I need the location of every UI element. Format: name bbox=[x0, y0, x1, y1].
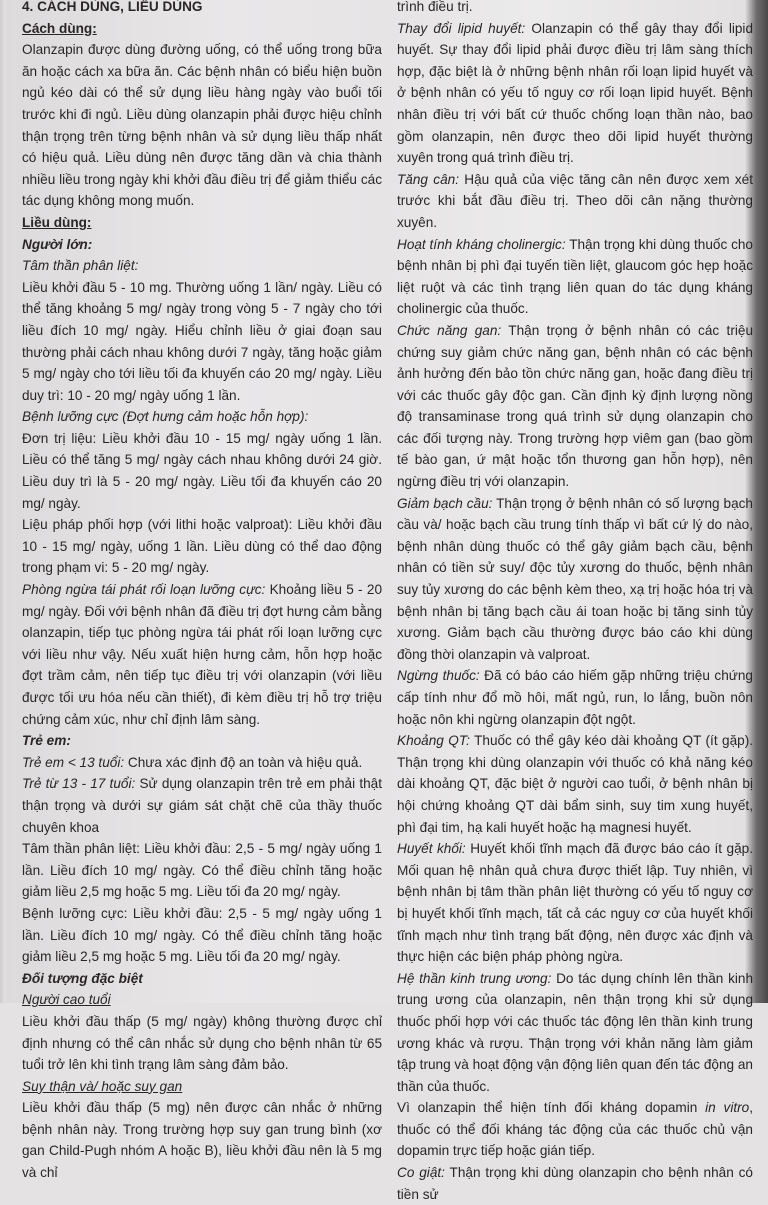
text-run: Suy thận và/ hoặc suy gan bbox=[22, 1078, 183, 1094]
right-column bbox=[397, 0, 753, 1205]
section-heading bbox=[22, 968, 382, 990]
page-fold bbox=[0, 0, 6, 1003]
paragraph bbox=[22, 1011, 382, 1076]
paragraph bbox=[397, 169, 753, 234]
italic-lead: Khoảng QT: bbox=[397, 733, 470, 749]
text-run: Hậu quả của việc tăng cân nên được xem xét trước khi bắt đầu điều trị. Theo dõi cân nặng thường xuyên. bbox=[397, 171, 753, 230]
paragraph bbox=[397, 968, 753, 1098]
text-run: Chưa xác định độ an toàn và hiệu quả. bbox=[124, 754, 363, 770]
paragraph bbox=[397, 1162, 753, 1205]
italic-lead: Trẻ từ 13 - 17 tuổi: bbox=[22, 776, 136, 792]
text-run: Liệu pháp phối hợp (với lithi hoặc valproat): Liều khởi đầu 10 - 15 mg/ ngày, uống 1 lần. Liều dùng có thể dao động trong phạm vi: 5 - 20 mg/ ngày. bbox=[22, 517, 382, 576]
paragraph bbox=[22, 277, 382, 407]
text-run: Do tác dụng chính lên thần kinh trung ương của olanzapin, nên thận trọng khi sử dụng thuốc phối hợp với các thuốc tác động lên thần kinh trung ương khác và rượu. Thận trọng với khản năng làm giảm tập trung và hoạt động vận động liên quan đến tác động an thần của thuốc. bbox=[397, 970, 754, 1094]
italic-lead: Trẻ em < 13 tuổi: bbox=[22, 754, 125, 770]
italic-lead: Ngừng thuốc: bbox=[397, 668, 480, 684]
text-run: Cách dùng: bbox=[22, 20, 97, 36]
section-heading bbox=[22, 18, 382, 40]
text-run: Người lớn: bbox=[22, 236, 93, 252]
paragraph bbox=[22, 773, 382, 838]
text-run: Olanzapin được dùng đường uống, có thể uống trong bữa ăn hoặc cách xa bữa ăn. Các bệnh nhân có biểu hiện buồn ngủ kéo dài có thể sử dụng liều hàng ngày vào buổi tối trước khi đi ngủ. Liều dùng olanzapin phải được hiệu chỉnh thận trọng trên từng bệnh nhân và sử dụng liều thấp nhất có hiệu quả. Liều dùng nên được tăng dần và chia thành nhiều liều trong ngày khi khởi đầu điều trị để giảm thiểu các tác dụng không mong muốn. bbox=[22, 42, 382, 209]
text-run: Thận trọng khi dùng olanzapin cho bệnh nhân có tiền sử bbox=[397, 1165, 753, 1202]
section-heading bbox=[22, 989, 382, 1011]
text-run: Liều dùng: bbox=[22, 214, 92, 230]
text-run: Bệnh lưỡng cực: Liều khởi đầu: 2,5 - 5 mg/ ngày uống 1 lần. Liều đích 10 mg/ ngày. Có thể điều chỉnh tăng hoặc giảm liều 2,5 mg hoặc 5 mg. Liều tối đa 20 mg/ ngày. bbox=[22, 905, 382, 965]
text-run: Đơn trị liệu: Liều khởi đầu 10 - 15 mg/ ngày uống 1 lần. Liều có thể tăng 5 mg/ ngày cách nhau không dưới 24 giờ. Liều duy trì là 5 - 20 mg/ ngày. Liều tối đa khuyến cáo 20 mg/ ngày. bbox=[22, 430, 382, 511]
section-heading bbox=[22, 0, 382, 18]
italic-lead: Giảm bạch cầu: bbox=[397, 495, 493, 511]
paragraph bbox=[22, 1097, 382, 1183]
text-run: Tâm thần phân liệt: Liều khởi đầu: 2,5 - 5 mg/ ngày uống 1 lần. Liều đích 10 mg/ ngày. Có thể điều chỉnh tăng hoặc giảm liều 2,5 mg hoặc 5 mg. Liều tối đa 20 mg/ ngày. bbox=[22, 841, 382, 900]
section-heading bbox=[22, 255, 382, 277]
text-run: Liều khởi đầu thấp (5 mg) nên được cân nhắc ở những bệnh nhân này. Trong trường hợp suy gan trung bình (xơ gan Child-Pugh nhóm A hoặc B), liều khởi đầu nên là 5 mg và chỉ bbox=[22, 1100, 382, 1181]
left-column bbox=[22, 0, 382, 1184]
paragraph bbox=[22, 579, 382, 730]
paragraph bbox=[397, 1097, 753, 1162]
paragraph bbox=[397, 838, 753, 968]
paragraph bbox=[397, 493, 753, 666]
section-heading bbox=[22, 234, 382, 256]
italic-lead: Hoạt tính kháng cholinergic: bbox=[397, 236, 566, 252]
text-run: trình điều trị. bbox=[397, 0, 473, 14]
text-run: Thuốc có thể gây kéo dài khoảng QT (ít gặp). Thận trọng khi dùng olanzapin với thuốc có khả năng kéo dài khoảng QT, đặc biệt ở người cao tuổi, ở bệnh nhân bị hội chứng khoảng QT dài bẩm sinh, suy tim xung huyết, phì đại tim, hạ kali huyết hoặc hạ magnesi huyết. bbox=[397, 733, 753, 835]
paragraph bbox=[397, 320, 753, 493]
italic-lead: Phòng ngừa tái phát rối loạn lưỡng cực: bbox=[22, 582, 266, 598]
text-run: Thận trọng ở bệnh nhân có các triệu chứng suy giảm chức năng gan, bệnh nhân có các bệnh ảnh hưởng đến bảo tồn chức năng gan, hoặc đang điều trị với các thuốc gây độc gan. Cần định kỳ định lượng nồng độ transaminase trong quá trình sử dụng olanzapin cho các đối tượng này. Trong trường hợp viêm gan (bao gồm tế bào gan, ứ mật hoặc tổn thương gan hỗn hợp), nên ngừng điều trị với olanzapin. bbox=[397, 322, 754, 490]
paragraph bbox=[22, 428, 382, 514]
paragraph bbox=[397, 18, 753, 169]
text-run: Đối tượng đặc biệt bbox=[22, 970, 143, 986]
paragraph bbox=[22, 514, 382, 579]
italic-lead: Chức năng gan: bbox=[397, 322, 502, 338]
text-run: Người cao tuổi bbox=[22, 992, 111, 1008]
text-run: Vì olanzapin thể hiện tính đối kháng dopamin bbox=[397, 1100, 706, 1116]
section-heading bbox=[22, 730, 382, 752]
italic-lead: Tăng cân: bbox=[397, 171, 459, 187]
paragraph bbox=[397, 665, 753, 730]
italic-lead: Co giật: bbox=[397, 1165, 445, 1181]
paragraph bbox=[22, 903, 382, 968]
text-run: Liều khởi đầu 5 - 10 mg. Thường uống 1 lần/ ngày. Liều có thể tăng khoảng 5 mg/ ngày trong vòng 5 - 7 ngày cho tới liều đích 10 mg/ ngày. Hiểu chỉnh liều ở giai đoạn sau thường phải cách nhau không dưới 7 ngày, tăng hoặc giảm 5 mg/ ngày cho tới liều tối đa khuyến cáo 20 mg/ ngày. Liều duy trì: 10 - 20 mg/ ngày uống 1 lần. bbox=[22, 279, 382, 403]
text-run: Thận trọng ở bệnh nhân có số lượng bạch cầu và/ hoặc bạch cầu trung tính thấp vì bất cứ lý do nào, bệnh nhân dùng thuốc có thể gây giảm bạch cầu, bệnh nhân có tiền sử suy/ độc tủy xương do thuốc, bệnh nhân suy tủy xương do các bệnh kèm theo, xạ trị hoặc hóa trị và bệnh nhân bị tăng bạch cầu ái toan hoặc bị tăng sinh tủy xương. Giảm bạch cầu thường được báo cáo khi dùng đồng thời olanzapin và valproat. bbox=[397, 495, 753, 662]
paragraph bbox=[22, 752, 382, 774]
text-run: , thuốc có thể đối kháng tác động của các thuốc chủ vận dopamin trực tiếp hoặc gián tiếp. bbox=[397, 1100, 753, 1159]
section-heading bbox=[22, 212, 382, 234]
paragraph bbox=[397, 730, 753, 838]
text-run: Đã có báo cáo hiếm gặp những triệu chứng cấp tính như đổ mồ hôi, mất ngủ, run, lo lắng, buồn nôn hoặc nôn khi ngừng olanzapin đột ngột. bbox=[397, 668, 753, 727]
text-run: Olanzapin có thể gây thay đổi lipid huyết. Sự thay đổi lipid phải được điều trị lâm sàng thích hợp, đặc biệt là ở những bệnh nhân rối loạn lipid huyết và ở bệnh nhân có yếu tố nguy cơ rối loạn lipid huyết. Bệnh nhân điều trị với bất cứ thuốc chống loạn thần nào, bao gồm olanzapin, nên được theo dõi lipid huyết thường xuyên trong quá trình điều trị. bbox=[397, 20, 753, 166]
italic-lead: Huyết khối: bbox=[397, 841, 466, 857]
text-run: Liều khởi đầu thấp (5 mg/ ngày) không thường được chỉ định nhưng có thể cân nhắc sử dụng cho bệnh nhân từ 65 tuổi trở lên khi tình trạng lâm sàng đảm bảo. bbox=[22, 1013, 382, 1073]
paragraph bbox=[397, 234, 753, 320]
text-run: Thận trọng khi dùng thuốc cho bệnh nhân bị phì đại tuyến tiền liệt, glaucom góc hẹp hoặc liệt ruột và các tình trạng liên quan do tác dụng kháng cholinergic của thuốc. bbox=[397, 236, 753, 317]
italic-lead: Thay đổi lipid huyết: bbox=[397, 20, 526, 36]
text-run: Khoảng liều 5 - 20 mg/ ngày. Đối với bệnh nhân đã điều trị đợt hưng cảm bằng olanzapin, tiếp tục phòng ngừa tái phát rối loạn lưỡng cực với liều như vậy. Nếu xuất hiện hưng cảm, hỗn hợp hoặc đợt trầm cảm, nên tiếp tục điều trị với olanzapin (với liều được tối ưu hóa nếu cần thiết), đi kèm điều trị hỗ trợ triệu chứng cảm xúc, như chỉ định lâm sàng. bbox=[22, 582, 383, 727]
italic-lead: Hệ thần kinh trung ương: bbox=[397, 970, 552, 986]
section-heading bbox=[22, 1076, 382, 1098]
paragraph bbox=[22, 39, 382, 212]
text-run: 4. CÁCH DÙNG, LIỀU DÙNG bbox=[22, 0, 203, 14]
italic-lead: in vitro bbox=[705, 1100, 750, 1116]
paragraph bbox=[397, 0, 753, 18]
text-run: Bệnh lưỡng cực (Đợt hưng cảm hoặc hỗn hợp): bbox=[22, 409, 309, 425]
text-run: Sử dụng olanzapin trên trẻ em phải thật thận trọng và dưới sự giám sát chặt chẽ của thầy thuốc chuyên khoa bbox=[22, 776, 383, 835]
text-run: Tâm thần phân liệt: bbox=[22, 258, 139, 274]
text-run: Trẻ em: bbox=[22, 733, 71, 749]
text-run: Huyết khối tĩnh mạch đã được báo cáo ít gặp. Mối quan hệ nhân quả chưa được thiết lập. Tuy nhiên, vì bệnh nhân bị tâm thần phân liệt thường có yếu tố nguy cơ bị huyết khối tĩnh mạch, tất cả các nguy cơ của huyết khối tĩnh mạch như tình trạng bất động, nên được xác định và thực hiện các biện pháp phòng ngừa. bbox=[397, 841, 753, 965]
section-heading bbox=[22, 406, 382, 428]
paragraph bbox=[22, 838, 382, 903]
